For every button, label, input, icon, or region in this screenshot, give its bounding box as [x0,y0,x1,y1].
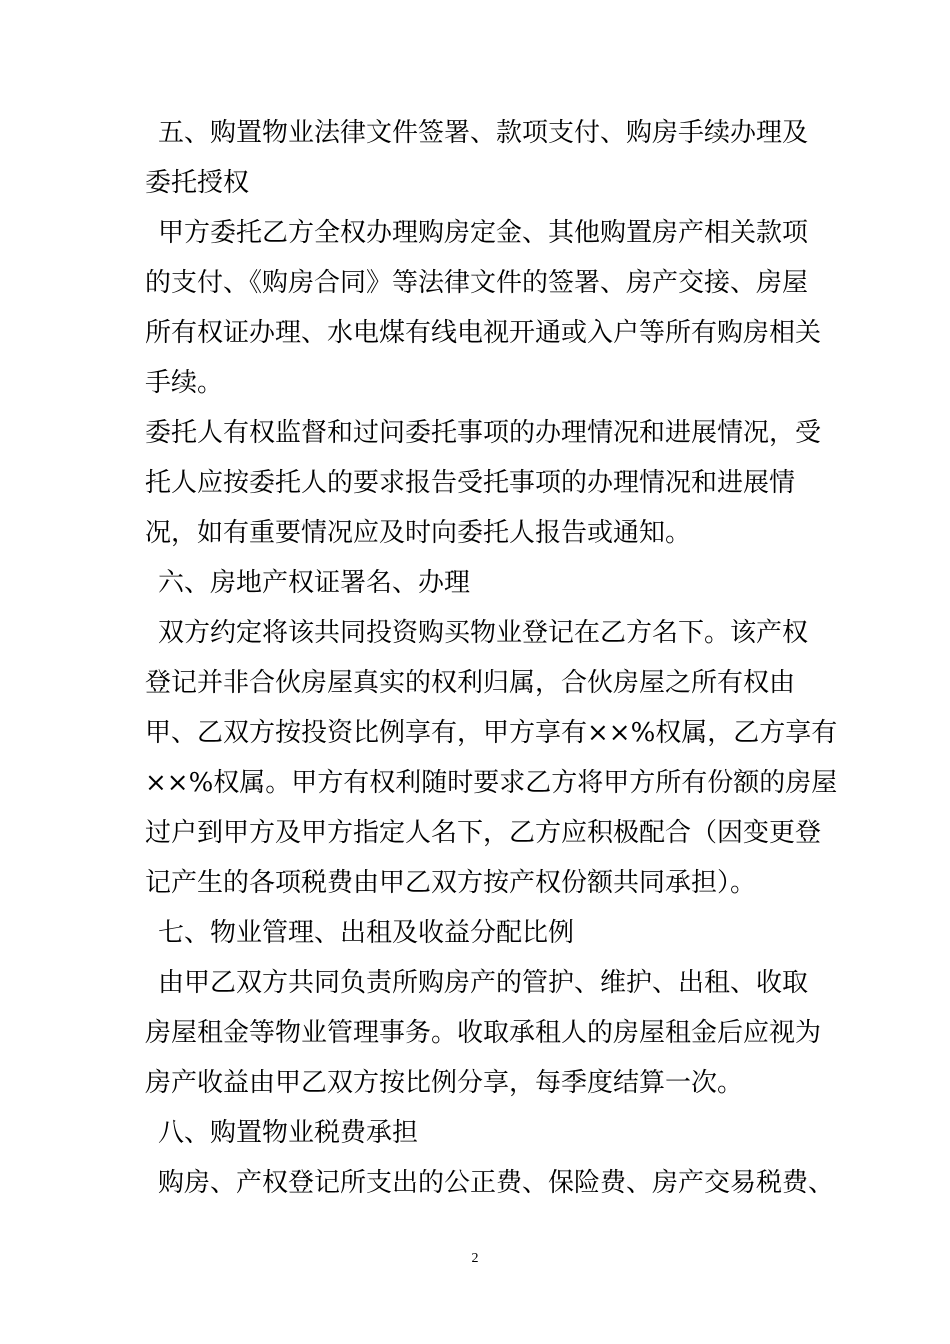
paragraph-line: 甲方委托乙方全权办理购房定金、其他购置房产相关款项 [158,218,809,248]
section-heading-5-continued: 委托授权 [145,168,250,198]
paragraph-line: 由甲乙双方共同负责所购房产的管护、维护、出租、收取 [158,968,809,998]
paragraph-line: 手续。 [145,368,224,398]
paragraph-line: 所有权证办理、水电煤有线电视开通或入户等所有购房相关 [145,318,822,348]
paragraph-line: 房屋租金等物业管理事务。收取承租人的房屋租金后应视为 [145,1018,822,1048]
paragraph-line: 过户到甲方及甲方指定人名下，乙方应积极配合（因变更登 [145,818,822,848]
paragraph-line: 的支付、《购房合同》等法律文件的签署、房产交接、房屋 [145,268,809,298]
paragraph-line: 房产收益由甲乙双方按比例分享，每季度结算一次。 [145,1068,744,1098]
paragraph-line: 购房、产权登记所支出的公正费、保险费、房产交易税费、 [158,1168,835,1198]
section-heading-8: 八、购置物业税费承担 [158,1118,419,1148]
paragraph-line: 甲、乙双方按投资比例享有，甲方享有××%权属，乙方享有 [145,718,838,748]
document-body [145,108,838,1208]
paragraph-line: 委托人有权监督和过问委托事项的办理情况和进展情况，受 [145,418,822,448]
paragraph-line: ××%权属。甲方有权利随时要求乙方将甲方所有份额的房屋 [145,768,838,798]
section-heading-7: 七、物业管理、出租及收益分配比例 [158,918,575,948]
page-number: 2 [471,1251,479,1266]
paragraph-line: 登记并非合伙房屋真实的权利归属，合伙房屋之所有权由 [145,668,796,698]
paragraph-line: 双方约定将该共同投资购买物业登记在乙方名下。该产权 [158,618,809,648]
paragraph-line: 记产生的各项税费由甲乙双方按产权份额共同承担）。 [145,868,757,898]
section-heading-5: 五、购置物业法律文件签署、款项支付、购房手续办理及 [158,118,809,148]
section-heading-6: 六、房地产权证署名、办理 [158,568,471,598]
paragraph-line: 况，如有重要情况应及时向委托人报告或通知。 [145,518,692,548]
paragraph-line: 托人应按委托人的要求报告受托事项的办理情况和进展情 [145,468,796,498]
